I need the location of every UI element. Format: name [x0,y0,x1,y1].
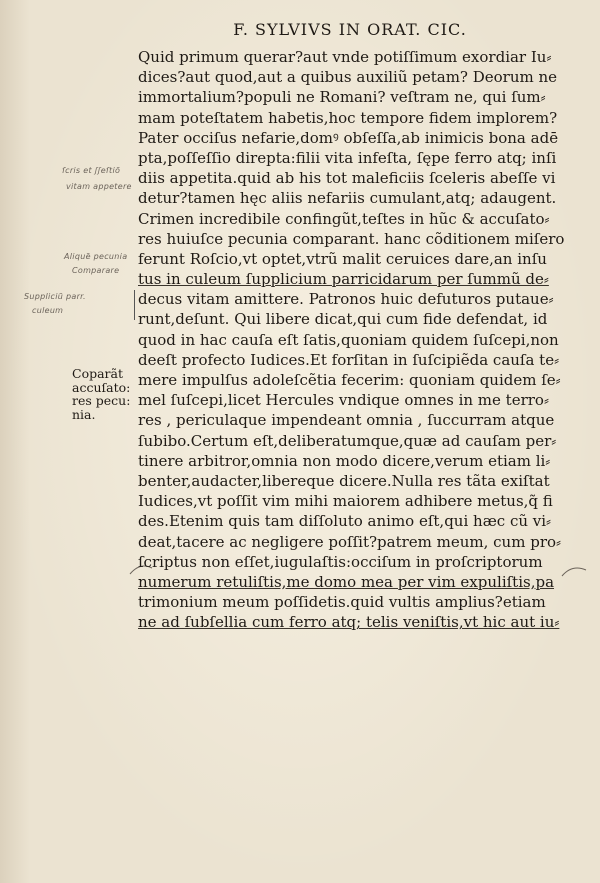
printed-margin-note: Coparãt accuſato: res pecu: nia. [72,366,131,422]
text-line: pta,poſſeſſio direpta:filii vita infeſta, ſępe ferro atq; inſi [138,148,557,167]
text-line: dices?aut quod,aut a quibus auxiliũ petam? Deorum ne [138,68,558,87]
body-text [138,47,588,632]
text-line: quod in hac cauſa eſt ſatis,quoniam quidem ſuſcepi,non [138,330,559,349]
margin-bracket [134,290,135,320]
text-line: mam poteſtatem habetis,hoc tempore fidem implorem? [138,108,558,127]
handwritten-note: Comparare [72,266,120,275]
text-line: numerum retuliſtis,me domo mea per vim expuliſtis,pa [138,572,555,591]
text-line: mere impulſus adoleſcẽtia fecerim: quoniam quidem ſe⸗ [138,371,561,389]
text-line: tinere arbitror,omnia non modo dicere,verum etiam li⸗ [138,451,551,470]
handwritten-note: Aliquẽ pecunia [64,252,128,261]
text-line: ſcriptus non eſſet,iugulaſtis:occiſum in proſcriptorum [138,552,543,571]
text-line: Pater occiſus nefarie,domꝰ obſeſſa,ab inimicis bona adē [138,128,559,147]
text-line: ne ad ſubſellia cum ferro atq; telis veniſtis,vt hic aut iu⸗ [138,613,560,632]
text-line: ſubibo.Certum eſt,deliberatumque,quæ ad cauſam per⸗ [138,431,557,450]
running-header-text: F. SYLVIVS IN ORAT. CIC. [233,20,467,39]
running-header [0,20,600,39]
text-line: ferunt Roſcio,vt optet,vtrũ malit ceruices dare,an inſu [138,249,547,268]
text-line: deeſt profecto Iudices.Et forſitan in ſuſcipiẽda cauſa te⸗ [138,350,560,369]
handwritten-note: culeum [32,306,64,315]
text-line: des.Etenim quis tam diſſoluto animo eſt,qui hæc cũ vi⸗ [138,512,552,531]
text-line: trimonium meum poſſidetis.quid vultis amplius?etiam [138,593,546,612]
text-line: Iudices,vt poſſit vim mihi maiorem adhibere metus,q̃ fi [138,492,553,511]
handwritten-note: vitam appetere [66,182,132,191]
handwritten-note: Suppliciũ parr. [24,292,86,301]
text-line: mel ſuſcepi,licet Hercules vndique omnes in me terro⸗ [138,391,549,410]
text-line: res huiuſce pecunia comparant. hanc cõditionem miſero [138,229,565,248]
text-line: Quid primum querar?aut vnde potiſſimum exordiar Iu⸗ [138,48,552,66]
text-line: runt,deſunt. Qui libere dicat,qui cum fide defendat, id [138,310,548,329]
text-line: decus vitam amittere. Patronos huic defuturos putaue⸗ [138,290,554,309]
text-line: res , periculaque impendeant omnia , ſuccurram atque [138,411,555,430]
text-line: immortalium?populi ne Romani? veſtram ne, qui ſum⸗ [138,88,546,107]
text-line: diis appetita.quid ab his tot maleficiis ſceleris abeſſe vi [138,169,556,188]
text-line: detur?tamen hęc aliis nefariis cumulant,atq; adaugent. [138,189,557,208]
handwritten-note: ſcris et ʃʃeſtiõ [62,166,121,175]
text-line: Crimen incredibile confingũt,teſtes in hũc & accuſato⸗ [138,209,550,228]
text-line: deat,tacere ac negligere poſſit?patrem meum, cum pro⸗ [138,532,562,551]
text-line: benter,audacter,libereque dicere.Nulla res tãta exiſtat [138,471,550,490]
text-line: tus in culeum ſupplicium parricidarum per ſummũ de⸗ [138,270,549,289]
